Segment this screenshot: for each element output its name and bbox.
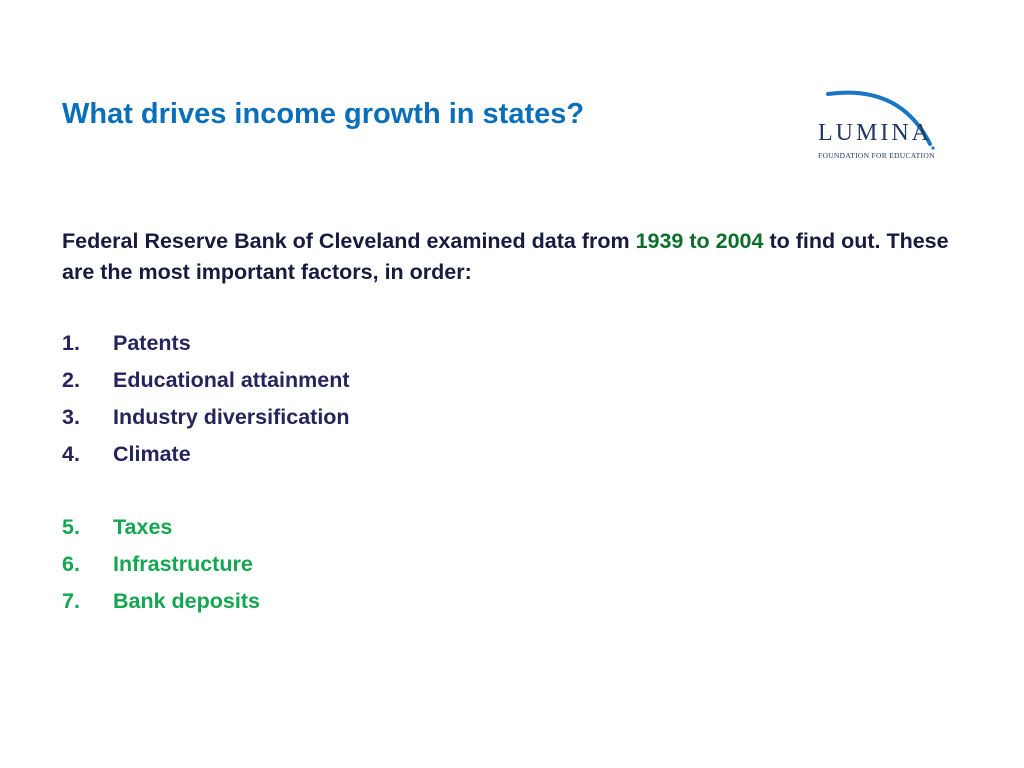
- secondary-factors-list: [62, 509, 260, 620]
- logo-wordmark: LUMINA: [818, 120, 932, 146]
- intro-paragraph: [62, 226, 962, 288]
- list-item: [62, 325, 350, 362]
- intro-text-after: to find out. These are the most important factors, in order:: [62, 229, 949, 284]
- list-item: [62, 509, 260, 546]
- list-label: Climate: [113, 442, 191, 466]
- logo-tagline: FOUNDATION FOR EDUCATION: [818, 151, 935, 160]
- list-item: [62, 583, 260, 620]
- list-item: [62, 362, 350, 399]
- list-label: Patents: [113, 331, 191, 355]
- list-label: Industry diversification: [113, 405, 350, 429]
- list-item: [62, 546, 260, 583]
- list-number: 5.: [62, 515, 80, 539]
- list-number: 3.: [62, 405, 80, 429]
- primary-factors-list: [62, 325, 350, 473]
- list-label: Bank deposits: [113, 589, 260, 613]
- slide-title: What drives income growth in states?: [62, 98, 585, 130]
- intro-text-before: Federal Reserve Bank of Cleveland examined data from: [62, 229, 636, 253]
- list-label: Taxes: [113, 515, 173, 539]
- intro-date-range: 1939 to 2004: [635, 229, 764, 253]
- lumina-logo: [810, 86, 940, 166]
- list-label: Infrastructure: [113, 552, 253, 576]
- list-number: 6.: [62, 552, 80, 576]
- list-number: 2.: [62, 368, 80, 392]
- list-label: Educational attainment: [113, 368, 350, 392]
- list-number: 7.: [62, 589, 80, 613]
- list-item: [62, 399, 350, 436]
- list-item: [62, 436, 350, 473]
- list-number: 1.: [62, 331, 80, 355]
- list-number: 4.: [62, 442, 80, 466]
